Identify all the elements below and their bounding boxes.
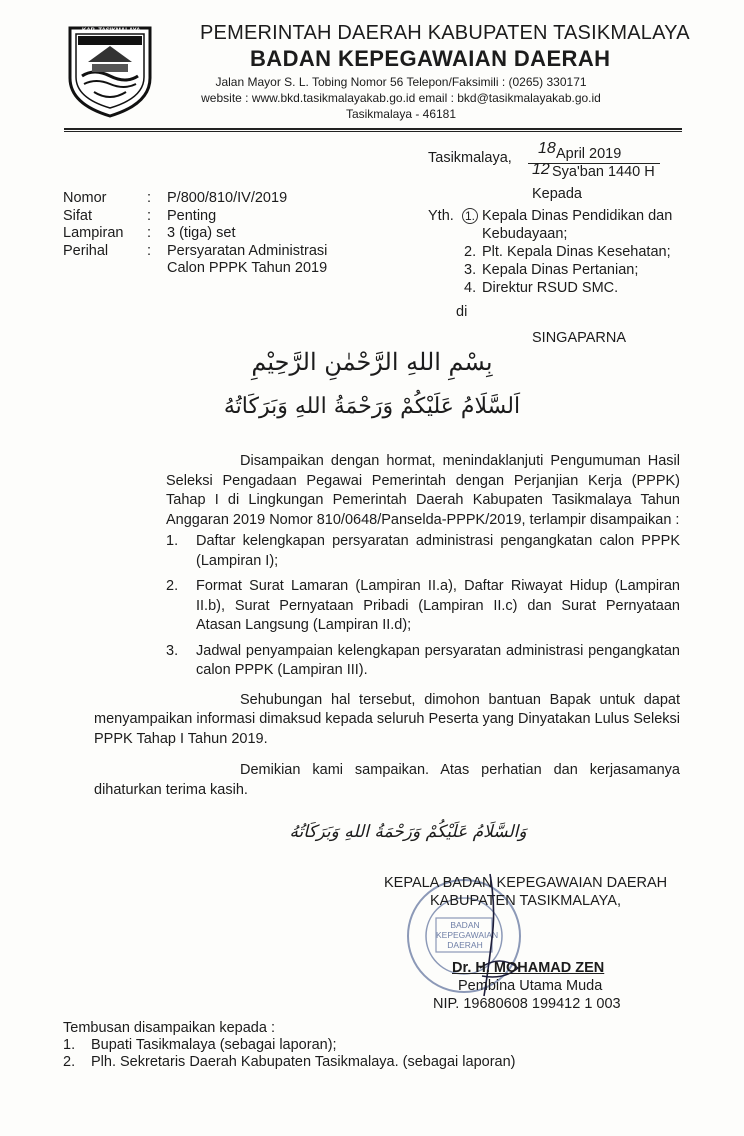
letterhead-web-email: website : www.bkd.tasikmalayakab.go.id email : bkd@tasikmalayakab.go.id [201, 91, 601, 105]
salam-closing: وَالسَّلَامُ عَلَيْكُمْ وَرَحْمَةُ اللهِ وَبَرَكَاتُهُ [289, 822, 527, 842]
body-paragraph-1: Disampaikan dengan hormat, menindaklanjuti Pengumuman Hasil Seleksi Pengadaan Pegawai Pemerintah dengan Perjanjian Kerja (PPPK) Tahap I di Lingkungan Pemerintah Daerah Kabupaten Tasikmalaya Tahun Anggaran 2019 Nomor 810/0648/Panselda-PPPK/2019, terlampir disampaikan : [166, 453, 680, 528]
list-item: 3. Jadwal penyampaian kelengkapan persyaratan administrasi pengangkatan calon PPPK (Lampiran III). [166, 642, 680, 678]
kepada-label: Kepada [532, 186, 582, 202]
sifat-value: Penting [167, 207, 217, 224]
logo-caption: KAB. TASIKMALAYA [82, 28, 141, 34]
basmalah: بِسْمِ اللهِ الرَّحْمٰنِ الرَّحِيْمِ [251, 348, 493, 376]
body-paragraph-3: Demikian kami sampaikan. Atas perhatian dan kerjasamanya dihaturkan terima kasih. [94, 762, 680, 798]
sifat-label: Sifat [63, 207, 93, 224]
letterhead-rule-thin [64, 131, 682, 132]
lampiran-value: 3 (tiga) set [167, 225, 236, 241]
signatory-title-cont: KABUPATEN TASIKMALAYA, [430, 893, 621, 909]
letter-meta: Nomor : P/800/810/IV/2019 Sifat : Penting Lampiran : 3 (tiga) set Perihal : Persyaratan Administrasi Calon PPPK Tahun 2019 [63, 190, 328, 276]
date-hijri: Sya'ban 1440 H [552, 164, 655, 180]
yth-label: Yth. [428, 208, 454, 224]
handwritten-day-1: 18 [538, 140, 556, 157]
cc-block [63, 1020, 516, 1071]
date-gregorian: April 2019 [556, 146, 622, 162]
list-item: 2. Format Surat Lamaran (Lampiran II.a), Daftar Riwayat Hidup (Lampiran II.b), Surat Pernyataan Pribadi (Lampiran II.c) dan Surat Pernyataan Atasan Langsung (Lampiran II.d); [166, 578, 680, 633]
place-date [428, 140, 668, 180]
handwritten-day-2: 12 [532, 161, 550, 178]
list-item: 1. Bupati Tasikmalaya (sebagai laporan); [63, 1037, 337, 1053]
letterhead-address: Jalan Mayor S. L. Tobing Nomor 56 Telepon/Faksimili : (0265) 330171 [215, 75, 587, 89]
cc-heading: Tembusan disampaikan kepada : [63, 1020, 275, 1036]
recipient-4: Direktur RSUD SMC. [482, 280, 619, 296]
stamp-text: BADAN KEPEGAWAIAN DAERAH [436, 920, 499, 950]
signatory-name: Dr. H. MOHAMAD ZEN [452, 960, 605, 976]
body-paragraph-2: Sehubungan hal tersebut, dimohon bantuan Bapak untuk dapat menyampaikan informasi dimaksud kepada seluruh Peserta yang Dinyatakan Lulus Seleksi PPPK Tahap I Tahun 2019. [94, 691, 680, 747]
perihal-value: Persyaratan Administrasi [167, 242, 328, 259]
letter-body [94, 452, 680, 800]
di-label: di [456, 304, 468, 320]
list-item: 2. Plh. Sekretaris Daerah Kabupaten Tasikmalaya. (sebagai laporan) [63, 1054, 516, 1070]
place: Tasikmalaya, [428, 150, 512, 166]
perihal-label: Perihal [63, 242, 109, 259]
signatory-nip: NIP. 19680608 199412 1 003 [433, 996, 621, 1012]
recipient-3: Kepala Dinas Pertanian; [482, 262, 639, 278]
recipient-block: Yth. 1. Kepala Dinas Pendidikan dan Kebudayaan; 2. Plt. Kepala Dinas Kesehatan; 3. Kepala Dinas Pertanian; 4. Direktur RSUD SMC. [428, 208, 673, 296]
salam-opening: اَلسَّلَامُ عَلَيْكُمْ وَرَحْمَةُ اللهِ وَبَرَكَاتُهُ [223, 394, 521, 419]
letterhead-agency: BADAN KEPEGAWAIAN DAERAH [250, 46, 611, 71]
recipient-city: SINGAPARNA [532, 330, 627, 346]
attachment-list [166, 532, 680, 681]
signatory-title: KEPALA BADAN KEPEGAWAIAN DAERAH [384, 875, 668, 891]
nomor-label: Nomor [63, 190, 107, 206]
perihal-value-cont: Calon PPPK Tahun 2019 [167, 260, 328, 276]
recipient-1-cont: Kebudayaan; [482, 226, 568, 242]
recipient-num-1: 1. [462, 208, 478, 224]
letterhead-city: Tasikmalaya - 46181 [345, 107, 457, 121]
recipient-1: Kepala Dinas Pendidikan dan [482, 208, 673, 224]
signatory-rank: Pembina Utama Muda [458, 978, 603, 994]
letterhead-government: PEMERINTAH DAERAH KABUPATEN TASIKMALAYA [200, 22, 690, 44]
nomor-value: P/800/810/IV/2019 [167, 190, 288, 206]
list-item: 1. Daftar kelengkapan persyaratan administrasi pengangkatan calon PPPK (Lampiran I); [166, 533, 680, 569]
lampiran-label: Lampiran [63, 225, 124, 241]
letterhead-rule [64, 128, 682, 130]
recipient-2: Plt. Kepala Dinas Kesehatan; [482, 244, 671, 260]
